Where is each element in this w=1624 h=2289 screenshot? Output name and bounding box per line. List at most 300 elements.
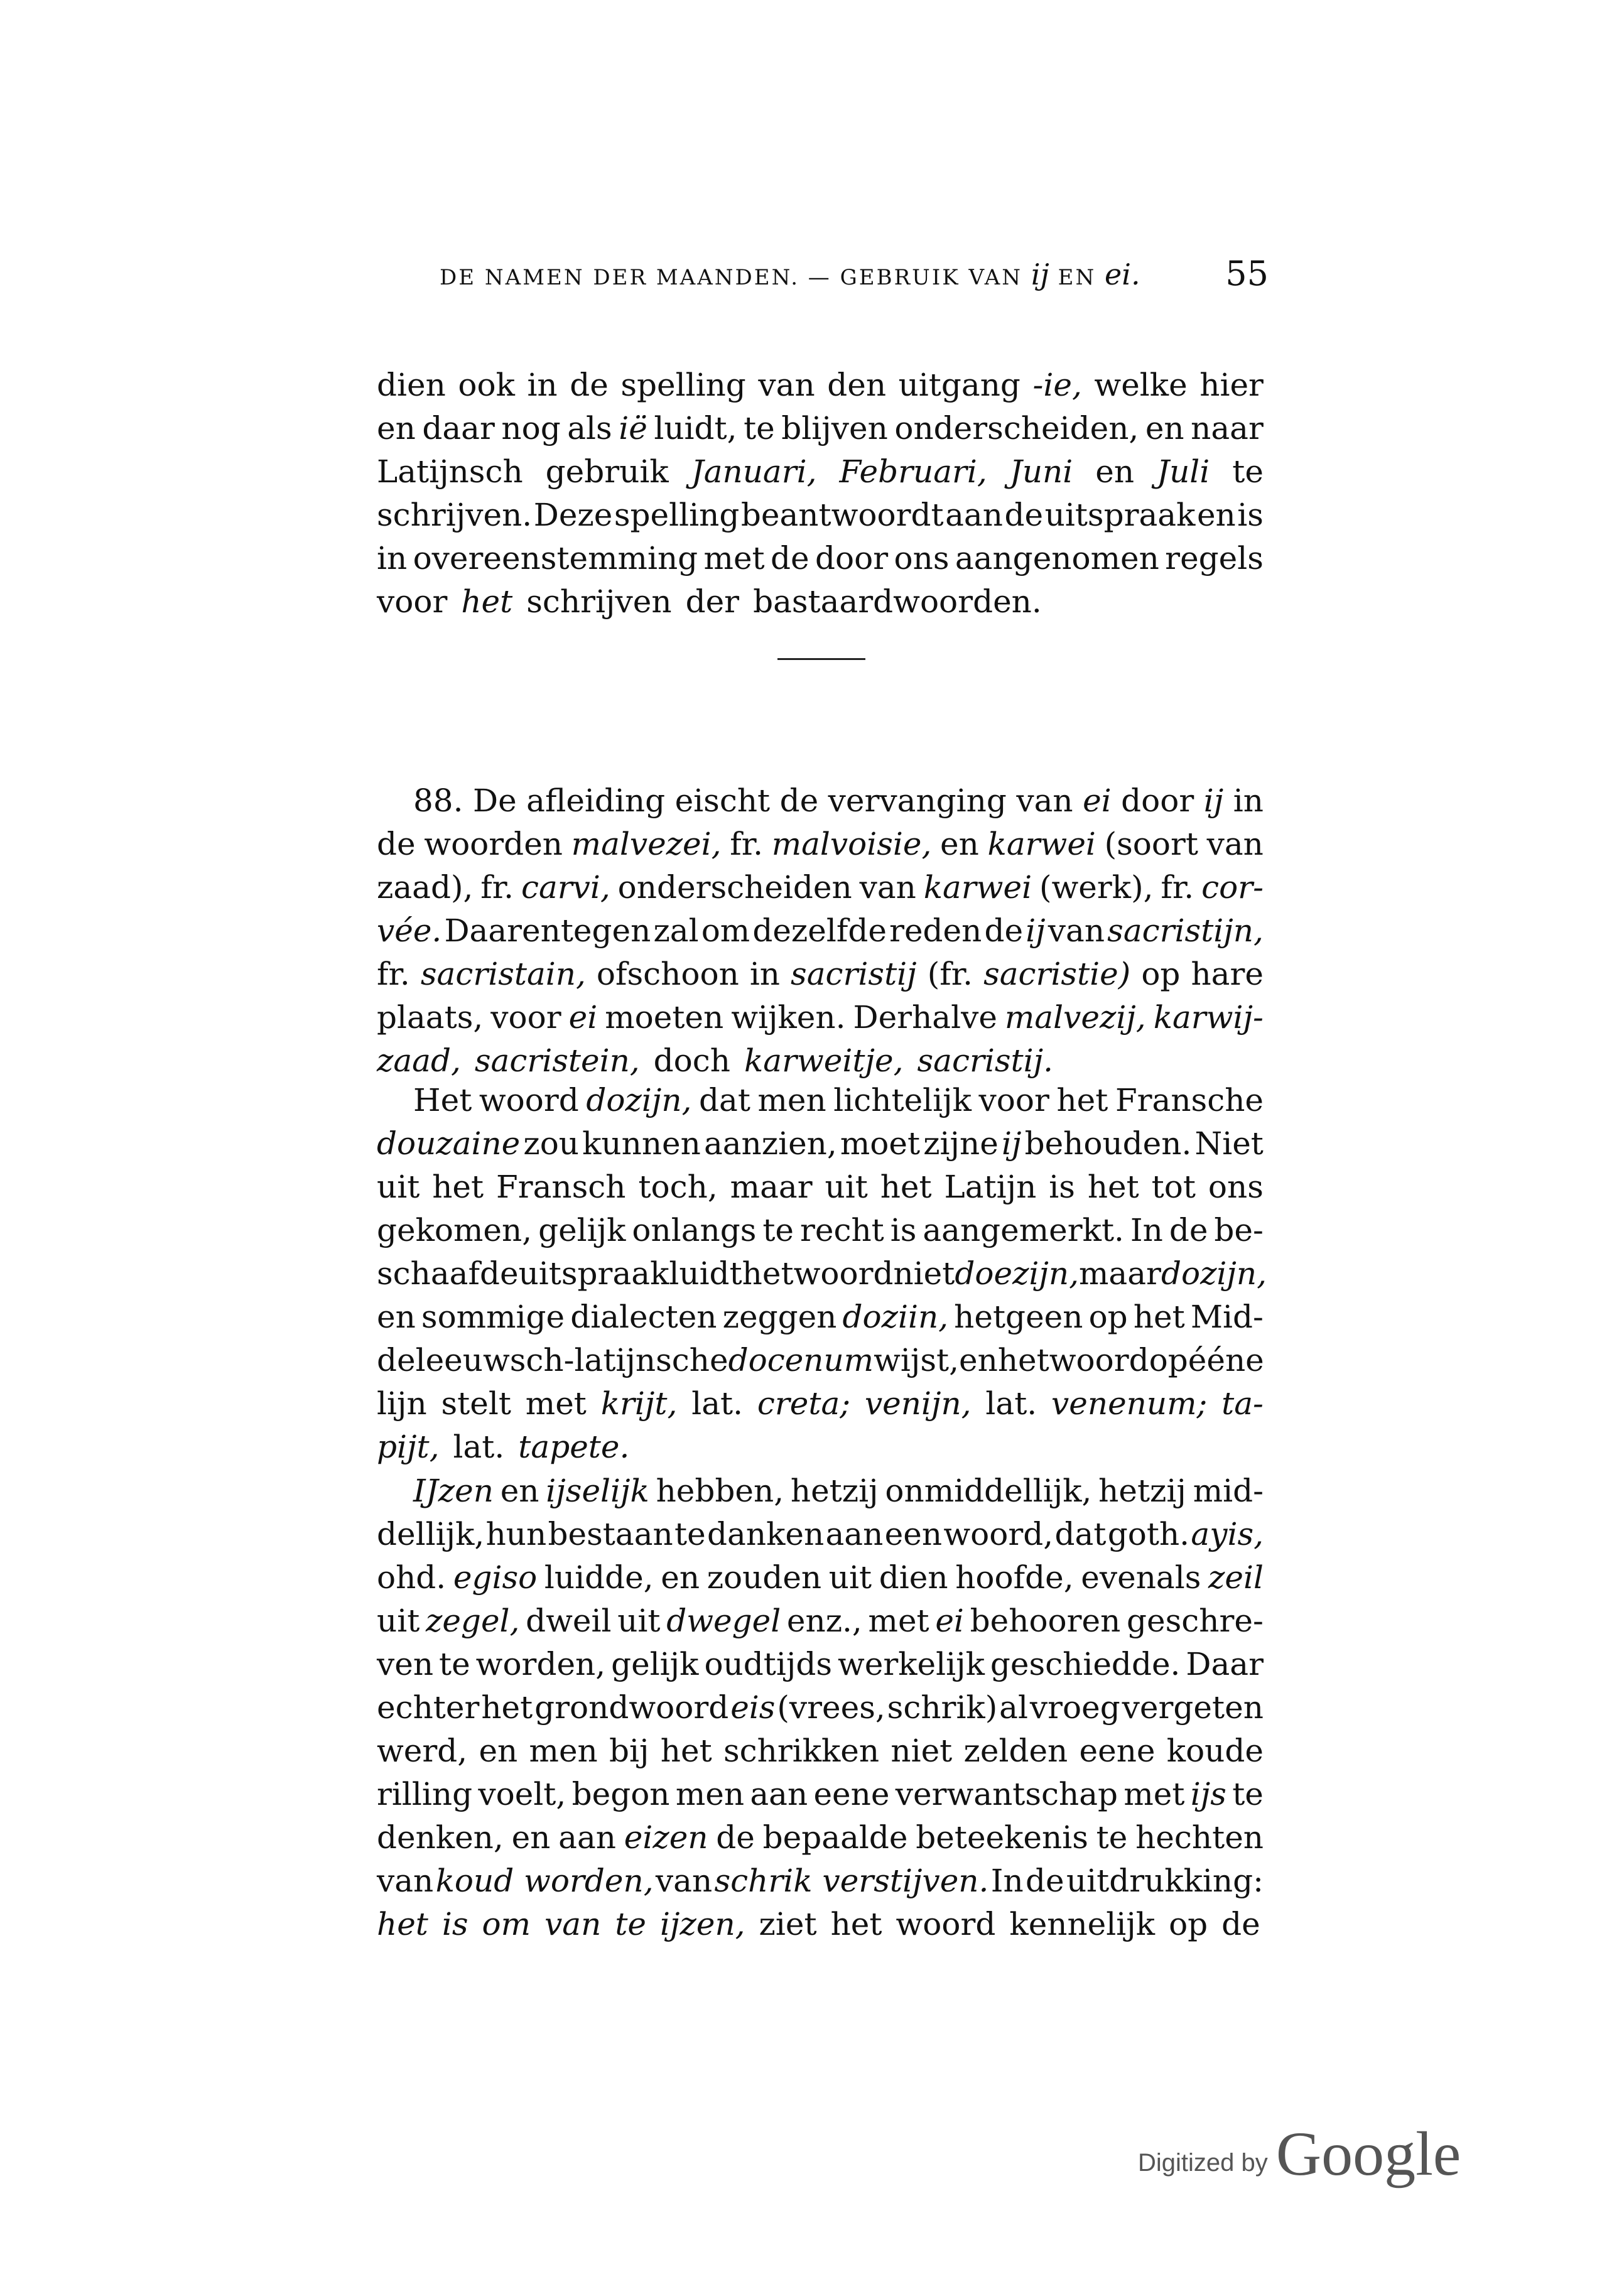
word: de xyxy=(377,826,416,862)
word: dat xyxy=(1054,1516,1107,1552)
word: voor xyxy=(490,999,561,1036)
word: vergeten xyxy=(1122,1689,1264,1726)
word: vée. xyxy=(377,912,442,949)
word: aan xyxy=(825,1516,884,1552)
word: ééne xyxy=(1188,1342,1264,1378)
word: het xyxy=(432,1169,484,1205)
word: karwei xyxy=(923,869,1032,906)
word: regels xyxy=(1165,540,1264,576)
word: onderscheiden xyxy=(617,869,852,906)
text-line xyxy=(377,406,1264,450)
word: tot xyxy=(1151,1169,1196,1205)
word: dien xyxy=(879,1559,948,1596)
word: zouden xyxy=(706,1559,822,1596)
word: luidt xyxy=(669,1255,742,1292)
word: de xyxy=(570,367,609,403)
word: Fransch xyxy=(496,1169,626,1205)
word: de xyxy=(984,912,1024,949)
word: van xyxy=(544,1906,602,1942)
text-line xyxy=(377,909,1264,953)
word: doziin, xyxy=(842,1299,949,1335)
word: grondwoord xyxy=(534,1689,729,1726)
word: bij xyxy=(609,1733,649,1769)
text-line xyxy=(377,995,1264,1039)
word: op xyxy=(1149,1342,1188,1378)
word: het xyxy=(1056,1082,1108,1118)
word: denken, xyxy=(377,1819,504,1856)
text-line xyxy=(377,1902,1264,1946)
word: het xyxy=(481,1689,533,1726)
word: schrikken xyxy=(723,1733,880,1769)
word: de xyxy=(771,540,809,576)
word: -ie, xyxy=(1032,367,1082,403)
word: stelt xyxy=(441,1385,511,1422)
word: is xyxy=(1049,1169,1075,1205)
word: bepaalde xyxy=(762,1819,908,1856)
word: niet xyxy=(890,1733,953,1769)
word: aan xyxy=(945,497,1003,533)
word: bestaan xyxy=(548,1516,673,1552)
word: dozijn, xyxy=(1161,1255,1267,1292)
word: te xyxy=(744,410,775,446)
text-line xyxy=(377,1382,1264,1426)
word: uit xyxy=(617,1603,661,1639)
word: hetgeen xyxy=(954,1299,1083,1335)
word: ons xyxy=(894,540,950,576)
word: geschre- xyxy=(1127,1603,1264,1639)
word: hier xyxy=(1199,367,1264,403)
word: creta; xyxy=(757,1385,851,1422)
word: zeil xyxy=(1208,1559,1264,1596)
text-line xyxy=(377,865,1264,909)
word: zeggen xyxy=(722,1299,837,1335)
word: de xyxy=(1169,1212,1208,1248)
word: reden xyxy=(889,912,982,949)
text-line xyxy=(377,580,1264,624)
word: wijst, xyxy=(874,1342,960,1378)
word: danken xyxy=(707,1516,825,1552)
word: karweitje, xyxy=(744,1042,904,1079)
word: en xyxy=(940,826,979,862)
word: goth. xyxy=(1107,1516,1190,1552)
word: lichtelijk xyxy=(833,1082,972,1118)
text-line xyxy=(377,450,1264,494)
word: eene xyxy=(813,1776,890,1812)
text-line xyxy=(377,1816,1264,1859)
word: Derhalve xyxy=(853,999,997,1036)
word: sacristie) xyxy=(983,956,1131,992)
word: zegel, xyxy=(426,1603,520,1639)
word: zaad), xyxy=(377,869,474,906)
word: gebruik xyxy=(545,453,669,490)
word: niet xyxy=(893,1255,955,1292)
word: echter xyxy=(377,1689,480,1726)
word: zal xyxy=(653,912,699,949)
word: cor- xyxy=(1201,869,1264,906)
word: doch xyxy=(653,1042,730,1079)
word: en xyxy=(479,1733,518,1769)
word: Latijnsch xyxy=(377,453,523,490)
word: beantwoordt xyxy=(740,497,944,533)
word: het xyxy=(461,583,513,620)
word: luidt, xyxy=(654,410,737,446)
text-line xyxy=(377,1859,1264,1903)
word: luidde, xyxy=(544,1559,654,1596)
word: ië xyxy=(619,410,647,446)
word: Juli xyxy=(1157,453,1210,490)
word: ijzen, xyxy=(660,1906,745,1942)
word: dat xyxy=(699,1082,750,1118)
word: enz., xyxy=(786,1603,862,1639)
word: dozijn, xyxy=(586,1082,692,1118)
word: Latijn xyxy=(944,1169,1037,1205)
word: door xyxy=(1121,782,1194,819)
word: spelling xyxy=(620,367,746,403)
word: vroeg xyxy=(1029,1689,1120,1726)
word: voor xyxy=(377,583,448,620)
word: ei xyxy=(935,1603,964,1639)
page-number: 55 xyxy=(1225,254,1269,293)
word: beteekenis xyxy=(916,1819,1088,1856)
word: koud worden, xyxy=(435,1863,654,1899)
word: fr. xyxy=(1161,869,1194,906)
word: werkelijk xyxy=(837,1646,985,1682)
word: sommige xyxy=(421,1299,565,1335)
word: het xyxy=(660,1733,712,1769)
word: bastaardwoorden. xyxy=(753,583,1042,620)
word: schrijven. xyxy=(377,497,533,533)
word: uitspraak xyxy=(1044,497,1196,533)
word: uit xyxy=(377,1169,420,1205)
word: hun xyxy=(485,1516,547,1552)
word: te xyxy=(1232,1776,1264,1812)
word: met xyxy=(525,1385,587,1422)
text-line xyxy=(413,1469,1264,1513)
watermark-prefix: Digitized by xyxy=(1138,2149,1268,2177)
text-line xyxy=(377,1338,1264,1382)
word: behooren xyxy=(970,1603,1121,1639)
word: Daarentegen xyxy=(444,912,651,949)
word: docenum xyxy=(728,1342,874,1378)
word: verwantschap xyxy=(895,1776,1118,1812)
word: sacristij xyxy=(791,956,917,992)
word: evenals xyxy=(1081,1559,1201,1596)
word: maar xyxy=(730,1169,813,1205)
word: ofschoon xyxy=(596,956,739,992)
word: (vrees, xyxy=(777,1689,885,1726)
word: blijven xyxy=(781,410,888,446)
word: lijn xyxy=(377,1385,427,1422)
word: moeten xyxy=(605,999,724,1036)
word: gelijk xyxy=(611,1646,699,1682)
word: woord, xyxy=(943,1516,1054,1552)
word: behouden. xyxy=(1024,1125,1192,1162)
word: malvoisie, xyxy=(771,826,932,862)
text-line xyxy=(377,1512,1264,1556)
word: Deze xyxy=(533,497,613,533)
word: ij xyxy=(1203,782,1224,819)
word: schrijven xyxy=(526,583,672,620)
word: vervanging xyxy=(828,782,1007,819)
word: moet xyxy=(840,1125,921,1162)
text-line xyxy=(377,536,1264,580)
word: dezelfde xyxy=(752,912,887,949)
word: van xyxy=(1047,912,1105,949)
word: zijne xyxy=(923,1125,999,1162)
word: het xyxy=(1087,1169,1139,1205)
word: ven xyxy=(377,1646,434,1682)
word: aanzien, xyxy=(703,1125,837,1162)
word: nog xyxy=(501,410,561,446)
word: de xyxy=(716,1819,755,1856)
text-line xyxy=(413,1078,1264,1122)
text-line xyxy=(377,1556,1264,1599)
word: koude xyxy=(1166,1733,1264,1769)
word: de xyxy=(779,782,819,819)
text-line xyxy=(377,1252,1267,1296)
word: woord xyxy=(896,1906,996,1942)
word: aangenomen xyxy=(955,540,1159,576)
word: en xyxy=(500,1473,539,1509)
word: van xyxy=(1206,826,1264,862)
word: deleeuwsch-latijnsche xyxy=(377,1342,728,1378)
word: uitspraak xyxy=(518,1255,669,1292)
word: van xyxy=(1016,782,1073,819)
word: het xyxy=(997,1342,1049,1378)
word: doezijn, xyxy=(955,1255,1080,1292)
word: schrik verstijven. xyxy=(714,1863,989,1899)
word: eis xyxy=(730,1689,776,1726)
word: karwij- xyxy=(1153,999,1264,1036)
word: al xyxy=(999,1689,1028,1726)
word: men xyxy=(675,1776,745,1812)
word: te xyxy=(762,1212,794,1248)
word: te xyxy=(674,1516,706,1552)
word: fr. xyxy=(730,826,764,862)
word: met xyxy=(703,540,765,576)
word: Fransche xyxy=(1115,1082,1264,1118)
text-line xyxy=(377,1208,1264,1252)
word: lat. xyxy=(691,1385,744,1422)
word: spelling xyxy=(614,497,740,533)
word: ei xyxy=(568,999,598,1036)
word: (soort xyxy=(1104,826,1198,862)
word: werd, xyxy=(377,1733,468,1769)
word: eizen xyxy=(624,1819,708,1856)
word: ohd. xyxy=(377,1559,447,1596)
word: venijn, xyxy=(864,1385,972,1422)
word: mid- xyxy=(1193,1473,1264,1509)
word: woord xyxy=(793,1255,894,1292)
word: van xyxy=(377,1863,434,1899)
word: dweil xyxy=(526,1603,612,1639)
word: In xyxy=(1130,1212,1163,1248)
word: uit xyxy=(825,1169,868,1205)
header-ei: ei. xyxy=(1105,257,1140,291)
word: in xyxy=(749,956,781,992)
word: de xyxy=(1004,497,1044,533)
word: te xyxy=(1232,453,1264,490)
word: om xyxy=(482,1906,531,1942)
word: dien xyxy=(377,367,446,403)
word: recht xyxy=(799,1212,884,1248)
word: Mid- xyxy=(1190,1299,1264,1335)
word: voelt, xyxy=(478,1776,566,1812)
word: de xyxy=(1221,1906,1260,1942)
word: te xyxy=(615,1906,647,1942)
word: Januari, xyxy=(691,453,817,490)
text-line xyxy=(413,779,1264,823)
word: overeenstemming xyxy=(413,540,698,576)
word: krijt, xyxy=(600,1385,678,1422)
text-line xyxy=(377,1122,1264,1166)
text-line xyxy=(377,1039,1264,1083)
digitized-by-google-watermark xyxy=(1138,2118,1461,2189)
text-line xyxy=(377,1729,1264,1773)
word: der xyxy=(685,583,740,620)
word: hechten xyxy=(1135,1819,1264,1856)
word: men xyxy=(757,1082,826,1118)
word: op xyxy=(1169,1906,1208,1942)
word: hare xyxy=(1191,956,1264,992)
word: het xyxy=(742,1255,794,1292)
word: ijs xyxy=(1190,1776,1226,1812)
word: met xyxy=(868,1603,929,1639)
word: ayis, xyxy=(1191,1516,1264,1552)
word: hetzij xyxy=(790,1473,879,1509)
word: aan xyxy=(750,1776,808,1812)
word: schrik) xyxy=(887,1689,998,1726)
header-title: DE NAMEN DER MAANDEN. — GEBRUIK VAN xyxy=(440,265,1023,290)
word: en xyxy=(377,410,416,446)
word: geschiedde. xyxy=(990,1646,1181,1682)
word: een xyxy=(884,1516,943,1552)
header-en: EN xyxy=(1058,265,1096,290)
text-line xyxy=(377,952,1264,996)
word: welke xyxy=(1094,367,1188,403)
word: aangemerkt. xyxy=(923,1212,1124,1248)
word: eene xyxy=(1079,1733,1156,1769)
text-line xyxy=(377,1425,1264,1469)
word: van xyxy=(758,367,815,403)
word: onmiddellijk, xyxy=(885,1473,1092,1509)
word: oudtijds xyxy=(704,1646,833,1682)
word: schaafde xyxy=(377,1255,519,1292)
text-line xyxy=(377,1772,1264,1816)
word: sacristijn, xyxy=(1107,912,1264,949)
word: karwei xyxy=(987,826,1096,862)
word: door xyxy=(815,540,889,576)
word: rilling xyxy=(377,1776,473,1812)
word: egiso xyxy=(453,1559,538,1596)
word: is xyxy=(1237,497,1264,533)
word: toch, xyxy=(638,1169,718,1205)
word: kunnen xyxy=(582,1125,701,1162)
word: hoofde, xyxy=(955,1559,1074,1596)
word: als xyxy=(567,410,612,446)
word: woord xyxy=(1049,1342,1149,1378)
google-logo: Google xyxy=(1275,2119,1461,2189)
word: het xyxy=(830,1906,882,1942)
section-divider xyxy=(777,658,865,660)
word: plaats, xyxy=(377,999,484,1036)
word: gekomen, xyxy=(377,1212,533,1248)
word: ons xyxy=(1208,1169,1264,1205)
word: begon xyxy=(571,1776,670,1812)
word: carvi, xyxy=(521,869,610,906)
word: daar xyxy=(422,410,495,446)
word: naar xyxy=(1191,410,1264,446)
text-line xyxy=(377,1642,1264,1686)
word: uitgang xyxy=(898,367,1020,403)
word: van xyxy=(655,1863,713,1899)
word: uitdrukking: xyxy=(1066,1863,1264,1899)
word: de xyxy=(1026,1863,1064,1899)
text-line xyxy=(377,822,1264,866)
word: sacristain, xyxy=(420,956,586,992)
word: De xyxy=(473,782,517,819)
text-line xyxy=(377,1599,1264,1643)
word: om xyxy=(701,912,750,949)
word: be- xyxy=(1214,1212,1264,1248)
word: zaad, xyxy=(377,1042,461,1079)
word: Het xyxy=(413,1082,472,1118)
word: den xyxy=(827,367,887,403)
word: gelijk xyxy=(538,1212,626,1248)
word: uit xyxy=(377,1603,420,1639)
word: maar xyxy=(1079,1255,1161,1292)
word: afleiding xyxy=(526,782,666,819)
word: en xyxy=(511,1819,551,1856)
word: dialecten xyxy=(570,1299,717,1335)
word: IJzen xyxy=(413,1473,494,1509)
text-line xyxy=(377,1295,1264,1339)
word: malvezei, xyxy=(571,826,722,862)
word: het xyxy=(377,1906,428,1942)
word: in xyxy=(377,540,408,576)
word: onderscheiden, xyxy=(894,410,1139,446)
word: woorden xyxy=(424,826,563,862)
word: het xyxy=(1133,1299,1185,1335)
word: venenum; xyxy=(1051,1385,1208,1422)
word: aan xyxy=(558,1819,616,1856)
word: (werk), xyxy=(1039,869,1154,906)
word: en xyxy=(1145,410,1184,446)
word: en xyxy=(959,1342,998,1378)
word: van xyxy=(859,869,916,906)
word: ei xyxy=(1083,782,1112,819)
word: en xyxy=(661,1559,700,1596)
word: malvezij, xyxy=(1004,999,1146,1036)
word: sacristij. xyxy=(917,1042,1053,1079)
word: men xyxy=(529,1733,598,1769)
text-line xyxy=(377,1686,1264,1729)
word: in xyxy=(1233,782,1264,819)
word: zou xyxy=(523,1125,580,1162)
word: is xyxy=(890,1212,917,1248)
word: op xyxy=(1088,1299,1128,1335)
word: pijt, xyxy=(377,1429,440,1465)
word: Niet xyxy=(1194,1125,1264,1162)
word: woord xyxy=(479,1082,579,1118)
word: te xyxy=(1096,1819,1128,1856)
running-header xyxy=(440,254,1269,301)
word: ij xyxy=(1026,912,1046,949)
word: en xyxy=(1095,453,1135,490)
word: voor xyxy=(978,1082,1049,1118)
word: te xyxy=(439,1646,470,1682)
word: lat. xyxy=(453,1429,505,1465)
